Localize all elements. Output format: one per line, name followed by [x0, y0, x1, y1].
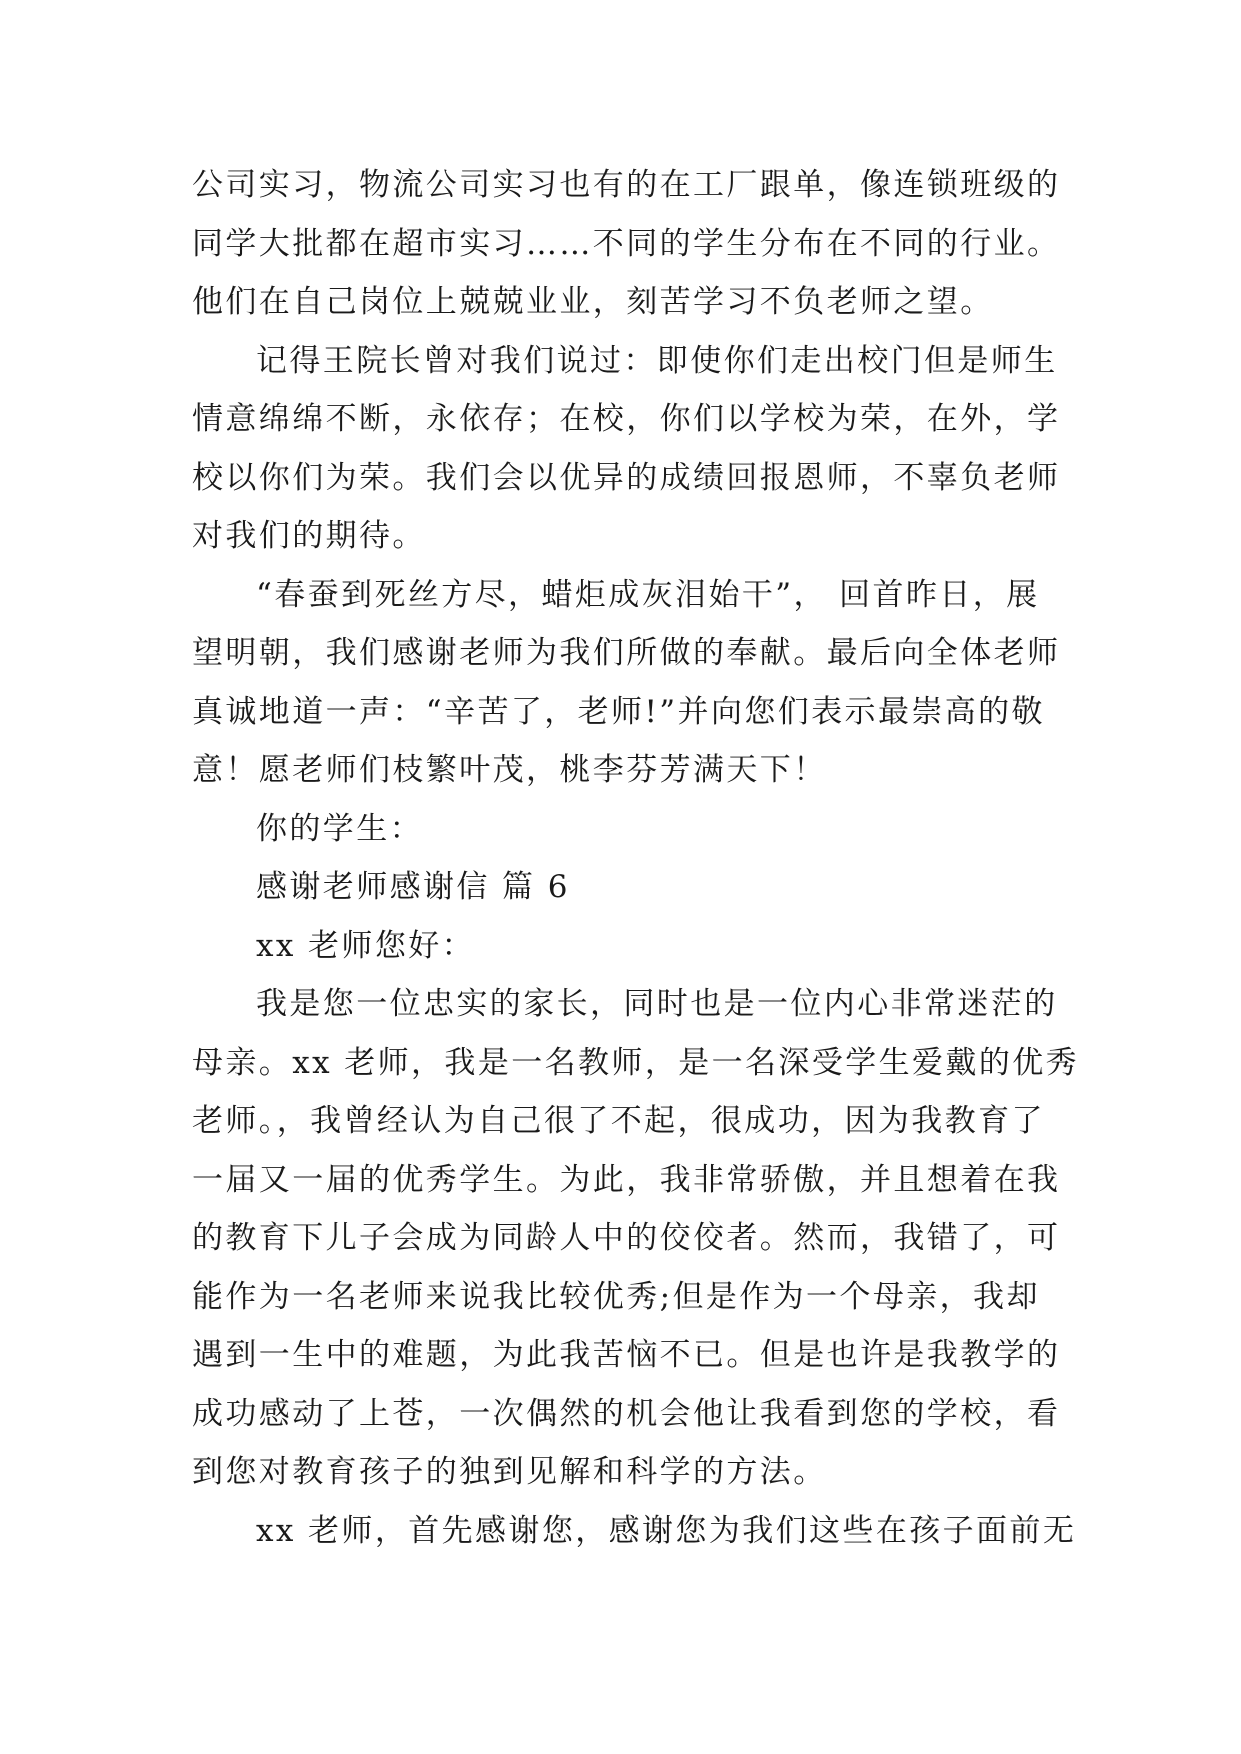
text-line: 老师。，我曾经认为自己很了不起，很成功，因为我教育了 — [192, 1103, 1045, 1139]
text-line: xx 老师您好： — [256, 927, 476, 964]
text-line: 的教育下儿子会成为同龄人中的佼佼者。然而，我错了，可 — [192, 1220, 1061, 1256]
text-line: 遇到一生中的难题，为此我苦恼不已。但是也许是我教学的 — [192, 1337, 1061, 1373]
text-line: 同学大批都在超市实习……不同的学生分布在不同的行业。 — [192, 225, 1061, 262]
text-line: 感谢老师感谢信 篇 6 — [256, 869, 570, 905]
text-line: 到您对教育孩子的独到见解和科学的方法。 — [192, 1454, 827, 1490]
text-line: 他们在自己岗位上兢兢业业，刻苦学习不负老师之望。 — [192, 284, 994, 320]
text-line: xx 老师，首先感谢您，感谢您为我们这些在孩子面前无 — [256, 1512, 1077, 1549]
text-line: 一届又一届的优秀学生。为此，我非常骄傲，并且想着在我 — [192, 1161, 1061, 1198]
text-line: 情意绵绵不断，永依存；在校，你们以学校为荣，在外，学 — [192, 401, 1061, 437]
text-line: 你的学生： — [256, 810, 423, 847]
text-line: 意！愿老师们枝繁叶茂，桃李芬芳满天下！ — [192, 752, 827, 788]
text-line: 对我们的期待。 — [192, 518, 426, 554]
text-line: 能作为一名老师来说我比较优秀;但是作为一个母亲，我却 — [192, 1278, 1040, 1315]
text-line: “春蚕到死丝方尽，蜡炬成灰泪始干”， 回首昨日，展 — [256, 576, 1040, 613]
text-line: 校以你们为荣。我们会以优异的成绩回报恩师，不辜负老师 — [192, 459, 1061, 496]
text-line: 我是您一位忠实的家长，同时也是一位内心非常迷茫的 — [256, 986, 1058, 1022]
text-line: 母亲。xx 老师，我是一名教师，是一名深受学生爱戴的优秀 — [192, 1044, 1080, 1081]
text-line: 公司实习，物流公司实习也有的在工厂跟单，像连锁班级的 — [192, 167, 1061, 203]
text-line: 真诚地道一声：“辛苦了，老师!”并向您们表示最崇高的敬 — [192, 693, 1045, 730]
text-line: 成功感动了上苍，一次偶然的机会他让我看到您的学校，看 — [192, 1395, 1061, 1432]
text-line: 记得王院长曾对我们说过：即使你们走出校门但是师生 — [256, 342, 1058, 379]
document-body — [192, 156, 1080, 1560]
text-line: 望明朝，我们感谢老师为我们所做的奉献。最后向全体老师 — [192, 635, 1061, 671]
